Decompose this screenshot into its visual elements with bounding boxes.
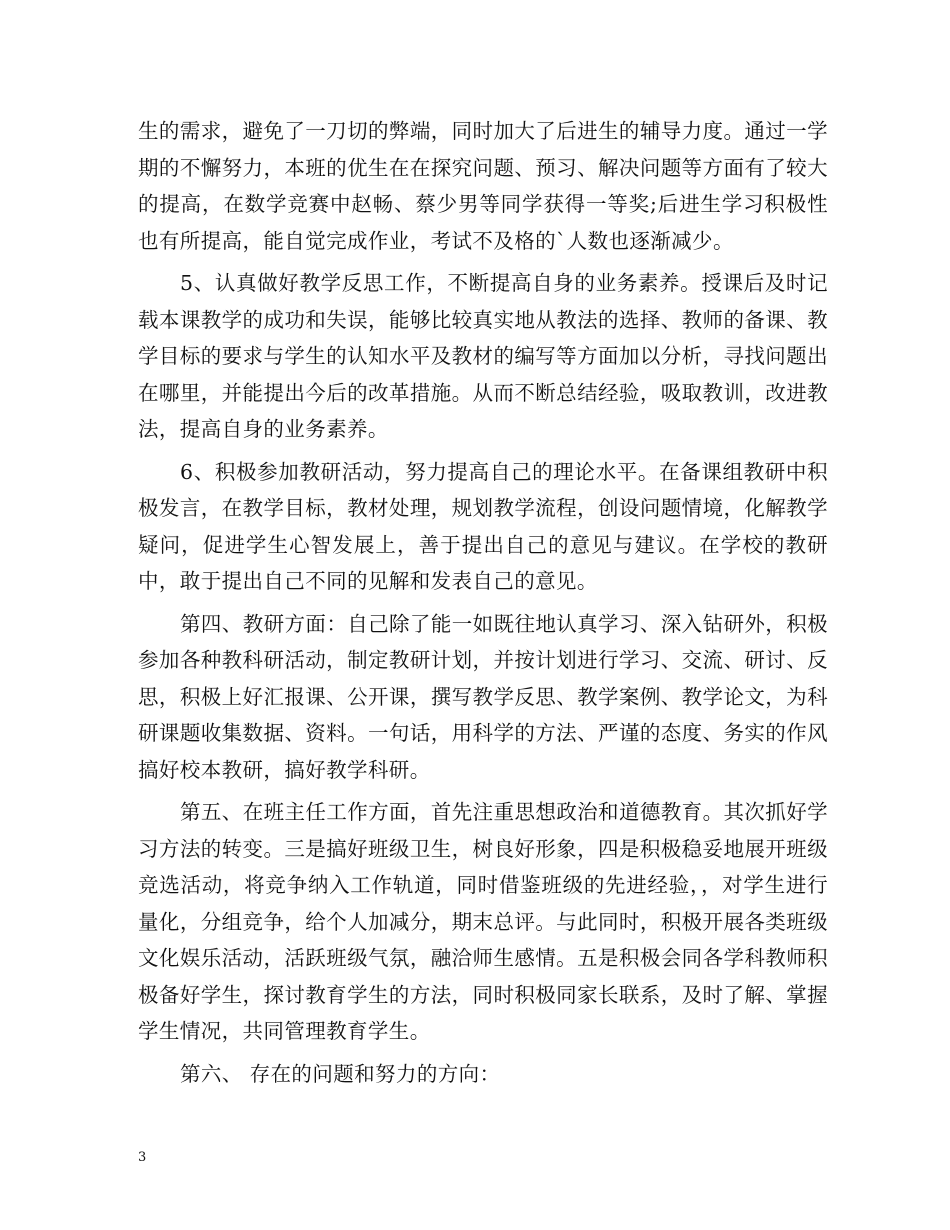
document-body: [138, 113, 828, 1098]
page-number: 3: [138, 1150, 147, 1165]
paragraph-continuation: 生的需求，避免了一刀切的弊端，同时加大了后进生的辅导力度。通过一学期的不懈努力，本班的优生在在探究问题、预习、解决问题等方面有了较大的提高，在数学竞赛中赵畅、蔡少男等同学获得一等奖;后进生学习积极性也有所提高，能自觉完成作业，考试不及格的`人数也逐渐减少。: [138, 119, 828, 253]
paragraph-problems-heading: 第六、 存在的问题和努力的方向：: [180, 1061, 501, 1086]
paragraph-teaching-research-activities: 6、积极参加教研活动，努力提高自己的理论水平。在备课组教研中积极发言，在教学目标，教材处理，规划教学流程，创设问题情境，化解教学疑问，促进学生心智发展上，善于提出自己的意见与建议。在学校的教研中，敢于提出自己不同的见解和发表自己的意见。: [138, 459, 828, 593]
paragraph-research-aspect: 第四、教研方面：自己除了能一如既往地认真学习、深入钻研外，积极参加各种教科研活动，制定教研计划，并按计划进行学习、交流、研讨、反思，积极上好汇报课、公开课，撰写教学反思、教学案例、教学论文，为科研课题收集数据、资料。一句话，用科学的方法、严谨的态度、务实的作风搞好校本教研，搞好教学科研。: [138, 611, 828, 782]
paragraph-class-teacher-work: 第五、在班主任工作方面，首先注重思想政治和道德教育。其次抓好学习方法的转变。三是搞好班级卫生，树良好形象，四是积极稳妥地展开班级竞选活动，将竞争纳入工作轨道，同时借鉴班级的先进经验，，对学生进行量化，分组竞争，给个人加减分，期末总评。与此同时，积极开展各类班级文化娱乐活动，活跃班级气氛，融洽师生感情。五是积极会同各学科教师积极备好学生，探讨教育学生的方法，同时积极同家长联系，及时了解、掌握学生情况，共同管理教育学生。: [138, 800, 828, 1043]
paragraph-teaching-reflection: 5、认真做好教学反思工作，不断提高自身的业务素养。授课后及时记载本课教学的成功和失误，能够比较真实地从教法的选择、教师的备课、教学目标的要求与学生的认知水平及教材的编写等方面加以分析，寻找问题出在哪里，并能提出今后的改革措施。从而不断总结经验，吸取教训，改进教法，提高自身的业务素养。: [138, 271, 828, 441]
